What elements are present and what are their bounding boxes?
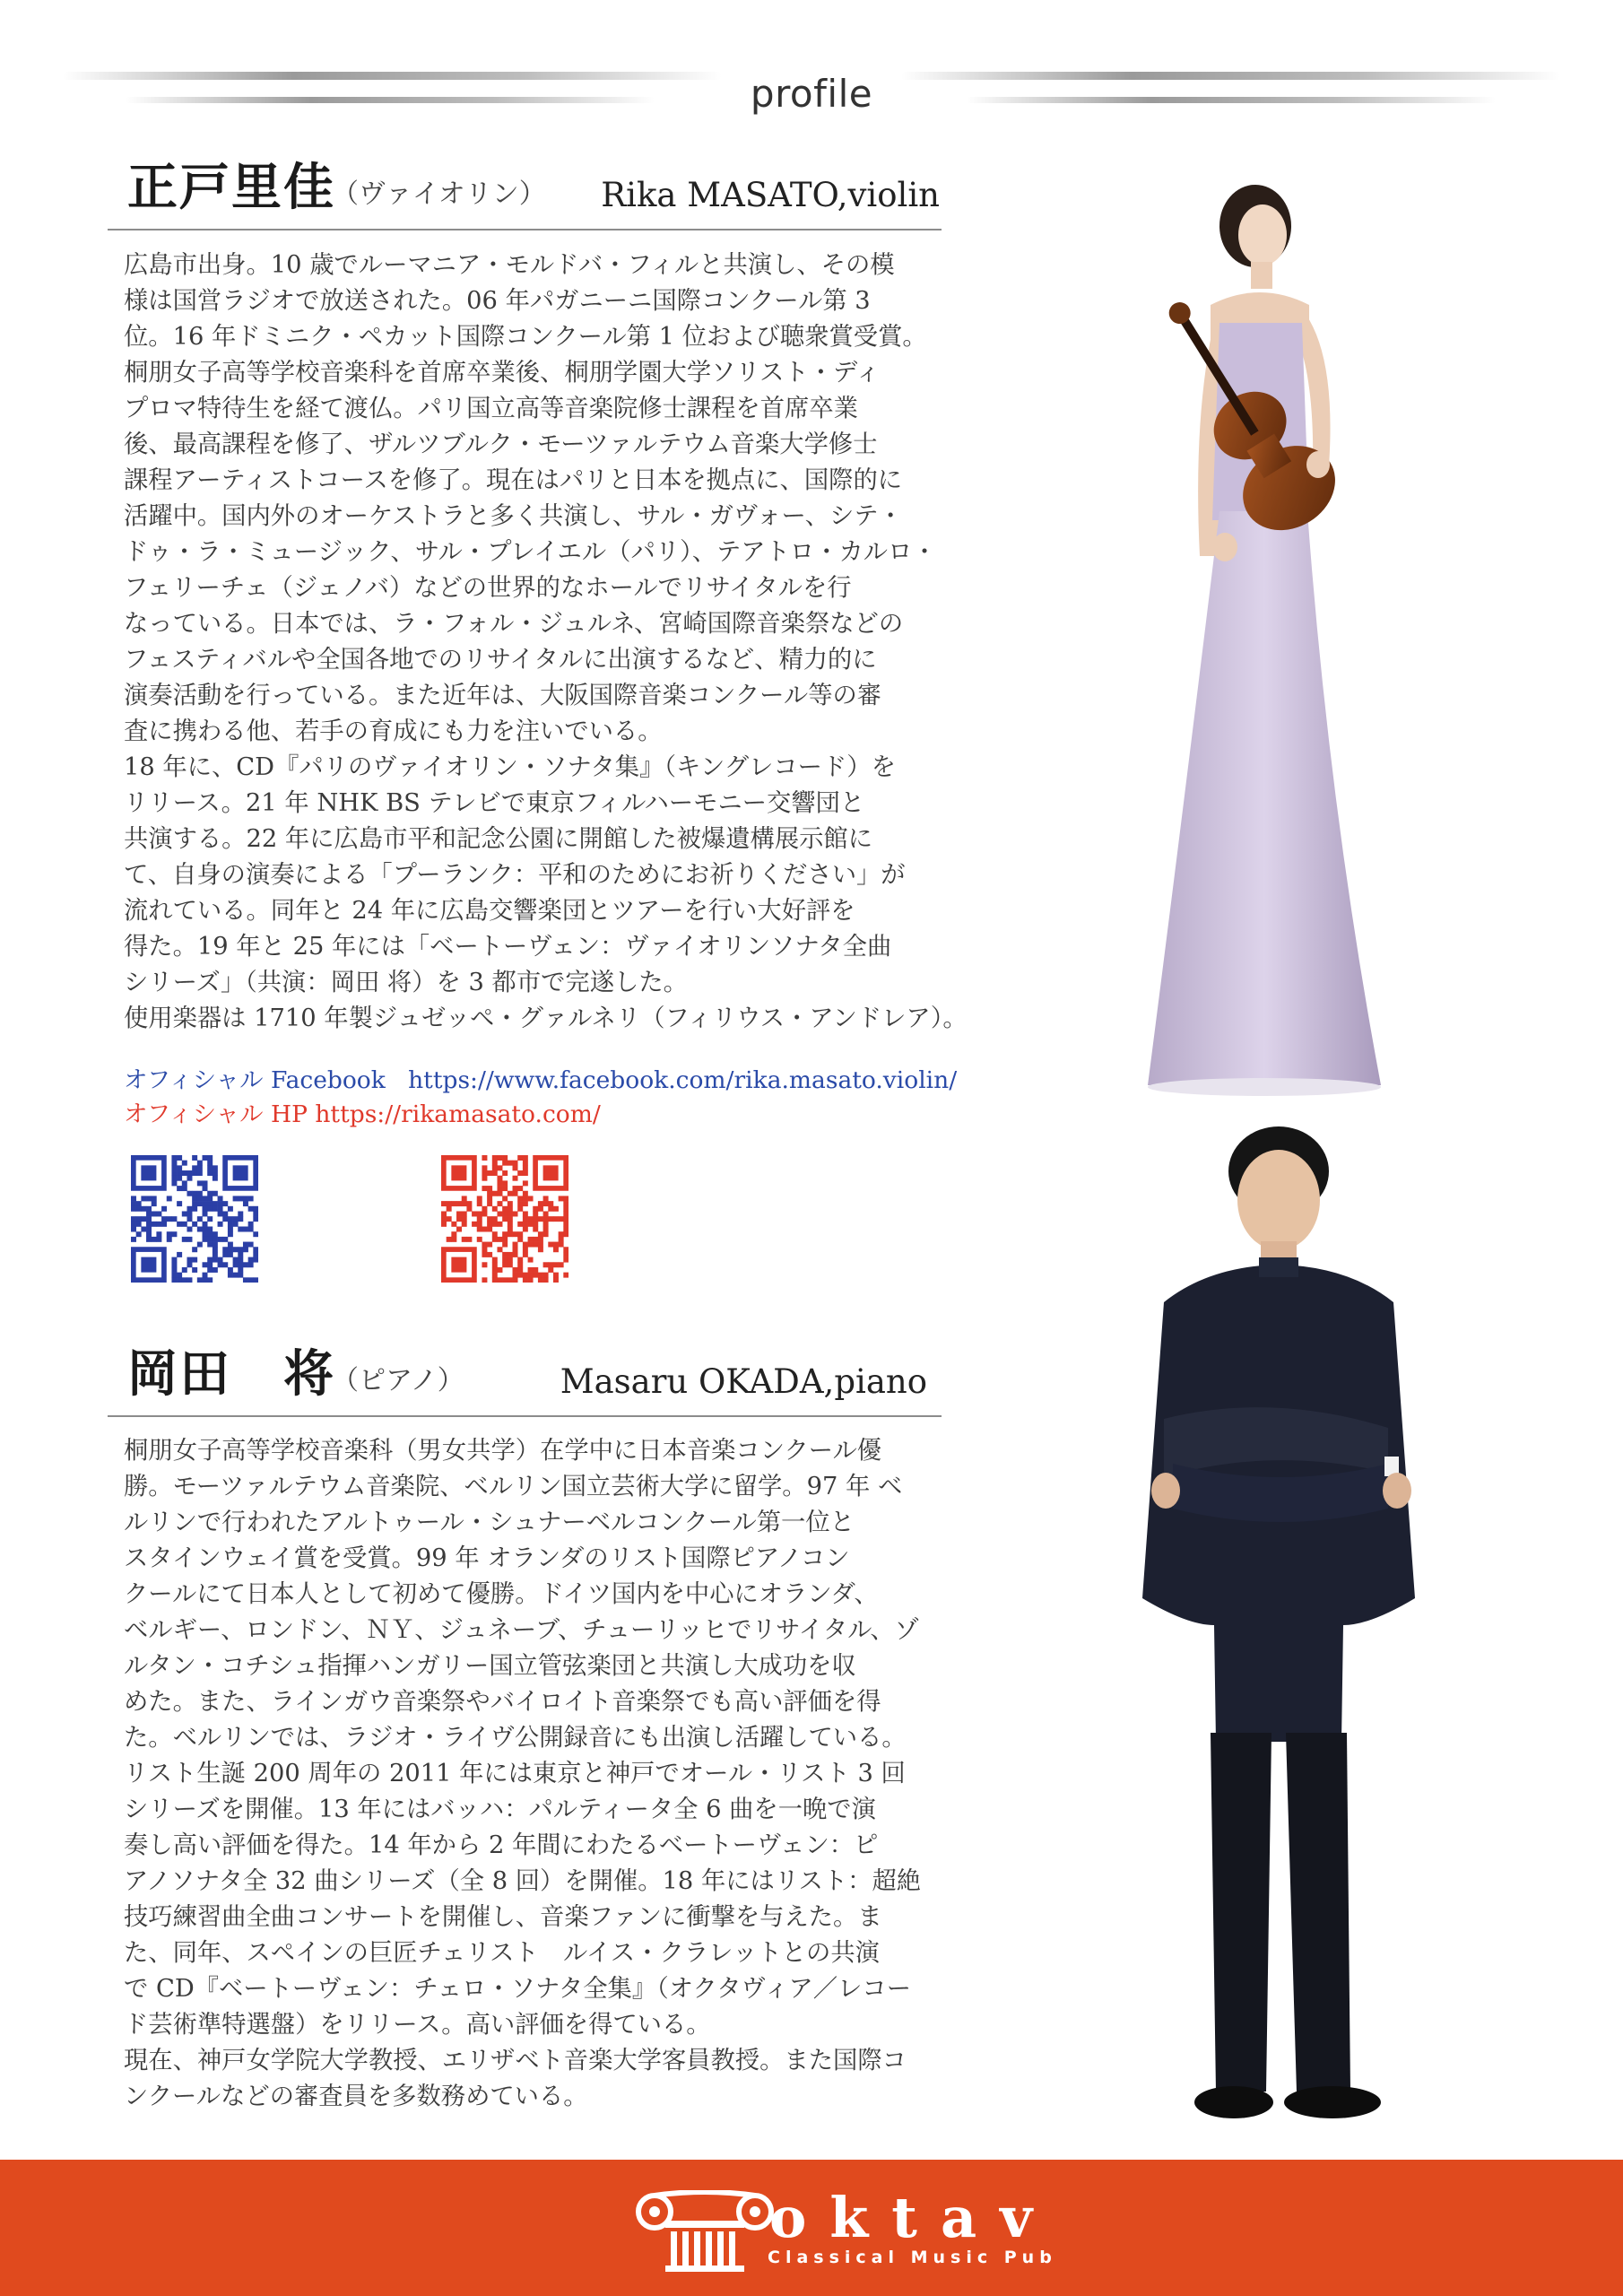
bio-line: て、自身の演奏による「プーランク：平和のためにお祈りください」が xyxy=(124,861,906,889)
homepage-qr-code[interactable] xyxy=(441,1155,568,1283)
homepage-link-label[interactable]: オフィシャル HP xyxy=(124,1100,308,1128)
bio-line: 演奏活動を行っている。また近年は、大阪国際音楽コンクール等の審 xyxy=(124,682,882,709)
okada-name-en: Masaru OKADA,piano xyxy=(560,1362,927,1401)
masato-name-jp: 正戸里佳 xyxy=(127,158,335,217)
homepage-link-url[interactable]: https://rikamasato.com/ xyxy=(315,1100,601,1128)
okada-biography xyxy=(124,1433,942,2115)
masato-biography xyxy=(124,248,968,1037)
bio-line: 位。16 年ドミニク・ペカット国際コンクール第 1 位および聴衆賞受賞。 xyxy=(124,323,927,351)
bio-line: 得た。19 年と 25 年には「ベートーヴェン：ヴァイオリンソナタ全曲 xyxy=(124,933,892,961)
footer-bar xyxy=(0,2160,1623,2296)
bio-line: シリーズ」（共演：岡田 将）を 3 都市で完遂した。 xyxy=(124,969,688,996)
bio-line: 活躍中。国内外のオーケストラと多く共演し、サル・ガヴォー、シテ・ xyxy=(124,502,903,530)
bio-line: ルタン・コチシュ指揮ハンガリー国立管弦楽団と共演し大成功を収 xyxy=(124,1652,856,1680)
bio-line: 技巧練習曲全曲コンサートを開催し、音楽ファンに衝撃を与えた。ま xyxy=(124,1903,882,1931)
header-rule-top-left xyxy=(63,72,722,80)
header-rule-bottom-right xyxy=(967,97,1496,103)
masato-name-en: Rika MASATO,violin xyxy=(601,176,940,214)
bio-line: ド芸術準特選盤）をリリース。高い評価を得ている。 xyxy=(124,2011,711,2039)
bio-line: ベルギー、ロンドン、ＮＹ、ジュネーブ、チューリッヒでリサイタル、ゾ xyxy=(124,1616,919,1644)
bio-line: 18 年に、CD『パリのヴァイオリン・ソナタ集』（キングレコード）を xyxy=(124,753,896,781)
bio-line: ドゥ・ラ・ミュージック、サル・プレイエル（パリ）、テアトロ・カルロ・ xyxy=(124,538,937,566)
bio-line: 査に携わる他、若手の育成にも力を注いでいる。 xyxy=(124,718,663,745)
bio-line: リリース。21 年 NHK BS テレビで東京フィルハーモニー交響団と xyxy=(124,789,865,817)
bio-line: 桐朋女子高等学校音楽科を首席卒業後、桐朋学園大学ソリスト・ディ xyxy=(124,359,881,387)
bio-line: ルリンで行われたアルトゥール・シュナーベルコンクール第一位と xyxy=(124,1509,855,1536)
okada-name-jp: 岡田 将 xyxy=(127,1344,335,1404)
bio-line: 課程アーティストコースを修了。現在はパリと日本を拠点に、国際的に xyxy=(124,466,903,494)
bio-line: アノソナタ全 32 曲シリーズ（全 8 回）を開催。18 年にはリスト：超絶 xyxy=(124,1867,922,1895)
bio-line: 共演する。22 年に広島市平和記念公園に開館した被爆遺構展示館に xyxy=(124,825,873,853)
bio-line: クールにて日本人として初めて優勝。ドイツ国内を中心にオランダ、 xyxy=(124,1580,879,1608)
okada-heading xyxy=(108,1344,942,1417)
bio-line: た。ベルリンでは、ラジオ・ライヴ公開録音にも出演し活躍している。 xyxy=(124,1724,907,1752)
masato-links xyxy=(124,1064,958,1132)
bio-line: 現在、神戸女学院大学教授、エリザベト音楽大学客員教授。また国際コ xyxy=(124,2047,907,2074)
bio-line: フェリーチェ（ジェノバ）などの世界的なホールでリサイタルを行 xyxy=(124,574,852,602)
bio-line: プロマ特待生を経て渡仏。パリ国立高等音楽院修士課程を首席卒業 xyxy=(124,395,858,422)
header-rule-bottom-left xyxy=(126,97,655,103)
homepage-link-row xyxy=(124,1098,958,1132)
bio-line: めた。また、ラインガウ音楽祭やバイロイト音楽祭でも高い評価を得 xyxy=(124,1688,881,1716)
bio-line: 広島市出身。10 歳でルーマニア・モルドバ・フィルと共演し、その模 xyxy=(124,251,895,279)
bio-line: シリーズを開催。13 年にはバッハ：パルティータ全 6 曲を一晩で演 xyxy=(124,1796,876,1823)
facebook-link-url[interactable]: https://www.facebook.com/rika.masato.violin/ xyxy=(408,1066,958,1094)
violinist-photo xyxy=(1094,179,1435,1103)
bio-line: なっている。日本では、ラ・フォル・ジュルネ、宮崎国際音楽祭などの xyxy=(124,610,904,638)
pianist-photo xyxy=(1101,1123,1446,2132)
facebook-link-row xyxy=(124,1064,958,1098)
masato-heading xyxy=(108,157,942,230)
bio-line: 後、最高課程を修了、ザルツブルク・モーツァルテウム音楽大学修士 xyxy=(124,430,878,458)
okada-role-jp: （ピアノ） xyxy=(332,1365,464,1396)
header-rule-top-right xyxy=(901,72,1560,80)
bio-line: 桐朋女子高等学校音楽科（男女共学）在学中に日本音楽コンクール優 xyxy=(124,1437,882,1465)
bio-line: 流れている。同年と 24 年に広島交響楽団とツアーを行い大好評を xyxy=(124,897,855,925)
masato-role-jp: （ヴァイオリン） xyxy=(332,178,546,210)
bio-line: スタインウェイ賞を受賞。99 年 オランダのリスト国際ピアノコン xyxy=(124,1544,850,1572)
facebook-link-label[interactable]: オフィシャル Facebook xyxy=(124,1066,386,1094)
facebook-qr-code[interactable] xyxy=(131,1155,258,1283)
bio-line: 使用楽器は 1710 年製ジュゼッペ・グァルネリ（フィリウス・アンドレア）。 xyxy=(124,1004,968,1032)
bio-line: ンクールなどの審査員を多数務めている。 xyxy=(124,2083,588,2110)
page-title: profile xyxy=(750,72,873,116)
bio-line: で CD『ベートーヴェン：チェロ・ソナタ全集』（オクタヴィア／レコー xyxy=(124,1975,911,2003)
ionic-column-logo-icon xyxy=(633,2190,777,2273)
brand-wordmark: oktav xyxy=(769,2185,1056,2250)
bio-line: リスト生誕 200 周年の 2011 年には東京と神戸でオール・リスト 3 回 xyxy=(124,1760,906,1787)
brand-tagline: Classical Music Pub xyxy=(768,2248,1057,2267)
bio-line: フェスティバルや全国各地でのリサイタルに出演するなど、精力的に xyxy=(124,646,877,674)
bio-line: 勝。モーツァルテウム音楽院、ベルリン国立芸術大学に留学。97 年 ベ xyxy=(124,1473,903,1500)
bio-line: 様は国営ラジオで放送された。06 年パガニーニ国際コンクール第 3 xyxy=(124,287,871,315)
bio-line: た、同年、スペインの巨匠チェリスト ルイス・クラレットとの共演 xyxy=(124,1939,880,1967)
bio-line: 奏し高い評価を得た。14 年から 2 年間にわたるベートーヴェン：ピ xyxy=(124,1831,879,1859)
